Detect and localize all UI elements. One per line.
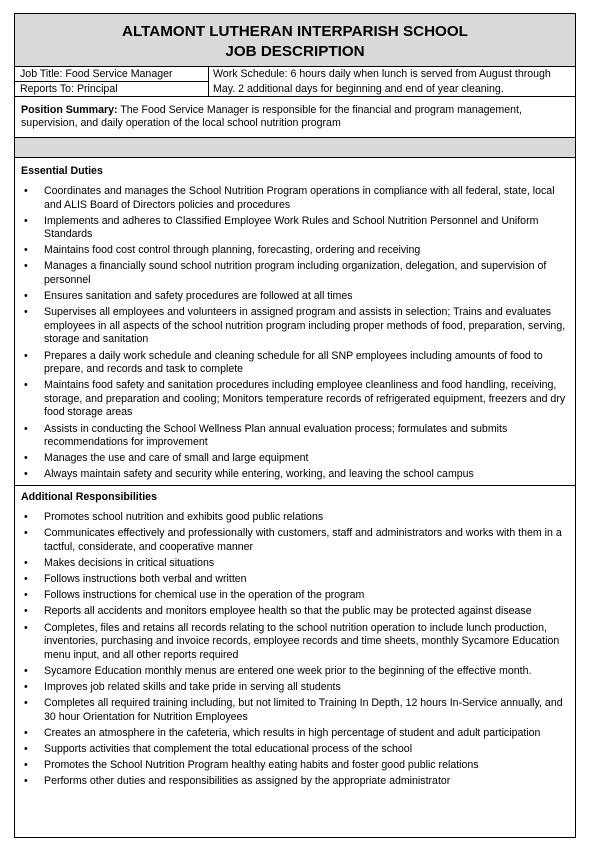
work-schedule-label: Work Schedule: — [213, 68, 288, 80]
reports-to-value: Principal — [76, 83, 118, 95]
list-item: • Follows instructions both verbal and written — [21, 573, 569, 587]
list-item: • Maintains food safety and sanitation procedures including employee cleanliness and food handling, receiving, storage, and preparation and cooling; Monitors temperature records of refrigerated equipment, freezers and dry food storage areas — [21, 379, 569, 420]
position-summary-label: Position Summary: — [21, 104, 118, 116]
list-item: • Makes decisions in critical situations — [21, 557, 569, 571]
list-item: • Creates an atmosphere in the cafeteria, which results in high percentage of student and adult participation — [21, 727, 569, 741]
list-item: • Maintains food cost control through planning, forecasting, ordering and receiving — [21, 244, 569, 258]
job-title-label: Job Title: — [20, 68, 63, 80]
position-summary-text: The Food Service Manager is responsible for the financial and program management, supervision, and daily operation of the local school nutrition program — [21, 104, 522, 129]
job-info-left-column — [15, 67, 209, 96]
list-item: • Supervises all employees and volunteers in assigned program and assists in selection; Trains and evaluates employees in all aspects of the school nutrition program including proper methods of food, preparation, serving, storage and sanitation — [21, 306, 569, 347]
additional-responsibilities-section — [15, 486, 575, 788]
additional-responsibilities-heading: Additional Responsibilities — [21, 491, 157, 504]
list-item: • Coordinates and manages the School Nutrition Program operations in compliance with all federal, state, local and ALIS Board of Directors policies and procedures — [21, 185, 569, 212]
list-item: • Completes all required training including, but not limited to Training In Depth, 12 hours In-Service annually, and 30 hour Orientation for Nutrition Employees — [21, 697, 569, 724]
essential-duties-section — [15, 158, 575, 486]
reports-to-row — [15, 82, 208, 96]
job-description-document — [14, 13, 576, 838]
work-schedule-cell — [209, 67, 575, 96]
list-item: • Promotes the School Nutrition Program healthy eating habits and foster good public relations — [21, 759, 569, 773]
list-item: • Performs other duties and responsibilities as assigned by the appropriate administrator — [21, 775, 569, 789]
school-name-title: ALTAMONT LUTHERAN INTERPARISH SCHOOL — [122, 23, 468, 40]
job-title-value: Food Service Manager — [65, 68, 173, 80]
job-info-table — [15, 67, 575, 97]
list-item: • Communicates effectively and professionally with customers, staff and administrators and works with them in a tactful, considerate, and cooperative manner — [21, 527, 569, 554]
work-schedule-value: 6 hours daily when lunch is served from August through May. 2 additional days for beginning and end of year cleaning. — [213, 68, 551, 95]
list-item: • Manages the use and care of small and large equipment — [21, 452, 569, 466]
list-item: • Completes, files and retains all records relating to the school nutrition operation to include lunch production, inventories, purchasing and invoice records, employee records and time sheets, monthly Sycamore Education menu input, and all other reports required — [21, 622, 569, 663]
position-summary — [15, 97, 575, 138]
essential-duties-heading: Essential Duties — [21, 165, 103, 177]
document-type-title: JOB DESCRIPTION — [225, 43, 365, 60]
list-item: • Always maintain safety and security while entering, working, and leaving the school campus — [21, 468, 569, 482]
reports-to-label: Reports To: — [20, 83, 74, 95]
list-item: • Reports all accidents and monitors employee health so that the public may be protected against disease — [21, 605, 569, 619]
list-item: • Follows instructions for chemical use in the operation of the program — [21, 589, 569, 603]
essential-duties-list — [21, 185, 569, 482]
list-item: • Promotes school nutrition and exhibits good public relations — [21, 511, 569, 525]
list-item: • Implements and adheres to Classified Employee Work Rules and School Nutrition Personnel and Uniform Standards — [21, 215, 569, 242]
additional-responsibilities-list — [21, 511, 569, 788]
list-item: • Prepares a daily work schedule and cleaning schedule for all SNP employees including amounts of food to prepare, and records and task to complete — [21, 350, 569, 377]
job-title-row — [15, 67, 208, 82]
list-item: • Ensures sanitation and safety procedures are followed at all times — [21, 290, 569, 304]
list-item: • Improves job related skills and take pride in serving all students — [21, 681, 569, 695]
list-item: • Assists in conducting the School Wellness Plan annual evaluation process; formulates and submits recommendations for improvement — [21, 423, 569, 450]
document-header — [15, 14, 575, 67]
section-divider-band — [15, 138, 575, 158]
list-item: • Supports activities that complement the total educational process of the school — [21, 743, 569, 757]
list-item: • Manages a financially sound school nutrition program including organization, delegation, and supervision of personnel — [21, 260, 569, 287]
list-item: • Sycamore Education monthly menus are entered one week prior to the beginning of the effective month. — [21, 665, 569, 679]
